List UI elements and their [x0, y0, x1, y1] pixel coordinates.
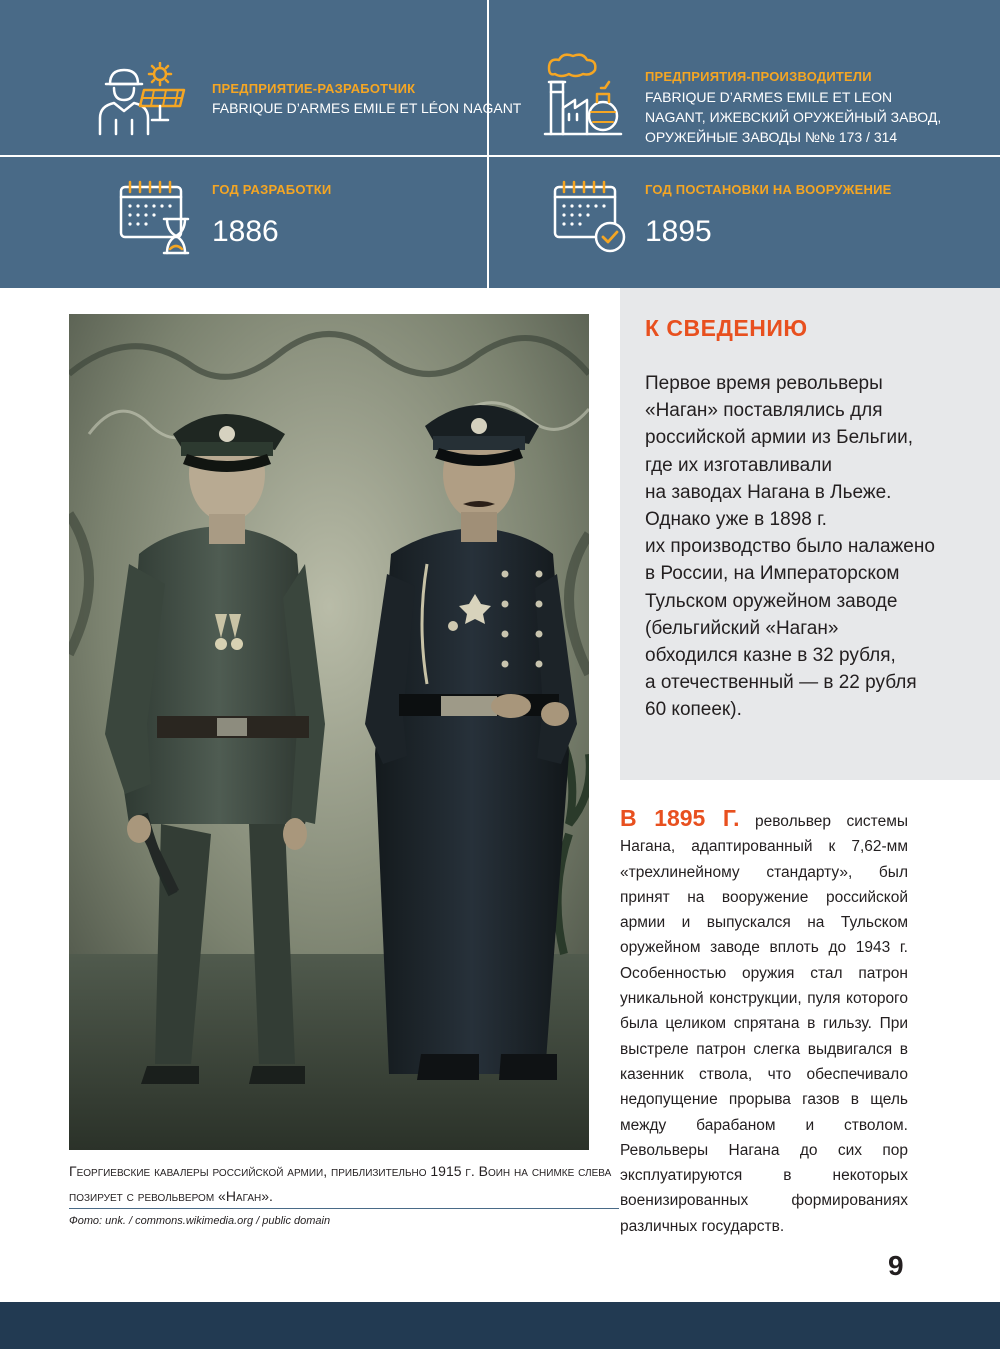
- photo-caption: Георгиевские кавалеры российской армии, приблизительно 1915 г. Воин на снимке слева позирует с револьвером «Наган».: [69, 1163, 612, 1204]
- footer-bar: [0, 1302, 1000, 1349]
- note-line: 60 копеек).: [645, 699, 742, 721]
- manufacturers-label: ПРЕДПРИЯТИЯ-ПРОИЗВОДИТЕЛИ: [645, 69, 872, 84]
- manufacturers-cell: [489, 0, 1000, 155]
- manufacturers-line-1: FABRIQUE D’ARMES EMILE ET LEON: [645, 89, 893, 105]
- note-line: где их изготавливали: [645, 454, 832, 476]
- note-line: «Наган» поставлялись для: [645, 400, 883, 422]
- service-year-value: 1895: [645, 215, 712, 248]
- service-year-label: ГОД ПОСТАНОВКИ НА ВООРУЖЕНИЕ: [645, 182, 892, 197]
- note-line: их производство было налажено: [645, 536, 935, 558]
- dev-year-value: 1886: [212, 215, 279, 248]
- developer-cell: [0, 0, 522, 155]
- info-panel: [0, 0, 1000, 288]
- photo-credit: Фото: unk. / commons.wikimedia.org / public domain: [69, 1215, 331, 1227]
- dev-year-cell: [0, 157, 487, 288]
- engineer-solar-icon: [96, 62, 188, 136]
- note-line: Первое время револьверы: [645, 373, 883, 394]
- article-text: револьвер системы Нагана, адаптированный к 7,62-мм «трехлинейному стандарту», был принят на вооружение российской армии и выпускался на Тульском оружейном заводе вплоть до 1943 г. Особенностью оружия стал патрон уникальной конструкции, пуля которого была целиком спрятана в гильзу. При выстреле патрон слегка выдвигался в казенник ствола, что обеспечивало недопущение прорыва газов в щель между барабаном и стволом. Револьверы Нагана до сих пор эксплуатируются в некоторых военизированных формированиях различных государств.: [620, 813, 908, 1235]
- developer-value: FABRIQUE D’ARMES EMILE ET LÉON NAGANT: [212, 100, 522, 116]
- page-number: 9: [888, 1250, 904, 1281]
- historical-photo: [69, 314, 589, 1150]
- note-line: на заводах Нагана в Льеже.: [645, 481, 892, 503]
- note-line: обходился казне в 32 рубля,: [645, 645, 896, 667]
- factory-icon: [541, 52, 625, 136]
- manufacturers-line-2: NAGANT, ИЖЕВСКИЙ ОРУЖЕЙНЫЙ ЗАВОД,: [645, 109, 942, 125]
- article-body: [620, 806, 908, 1239]
- soldiers-illustration: [69, 314, 589, 1150]
- note-line: Тульском оружейном заводе: [645, 590, 898, 612]
- calendar-hourglass-icon: [118, 179, 194, 255]
- note-line: российской армии из Бельгии,: [645, 427, 913, 449]
- manufacturers-line-3: ОРУЖЕЙНЫЕ ЗАВОДЫ №№ 173 / 314: [645, 129, 898, 145]
- note-title: К СВЕДЕНИЮ: [645, 315, 808, 341]
- developer-label: ПРЕДПРИЯТИЕ-РАЗРАБОТЧИК: [212, 81, 416, 96]
- note-line: Однако уже в 1898 г.: [645, 509, 827, 531]
- note-text: [645, 370, 985, 724]
- caption-divider: [69, 1208, 619, 1209]
- service-year-cell: [489, 157, 1000, 288]
- dev-year-label: ГОД РАЗРАБОТКИ: [212, 182, 332, 197]
- note-line: (бельгийский «Наган»: [645, 617, 839, 639]
- note-line: а отечественный — в 22 рубля: [645, 672, 917, 694]
- note-line: в России, на Императорском: [645, 563, 900, 585]
- article-lead: В 1895 Г.: [620, 805, 740, 831]
- calendar-check-icon: [552, 179, 628, 255]
